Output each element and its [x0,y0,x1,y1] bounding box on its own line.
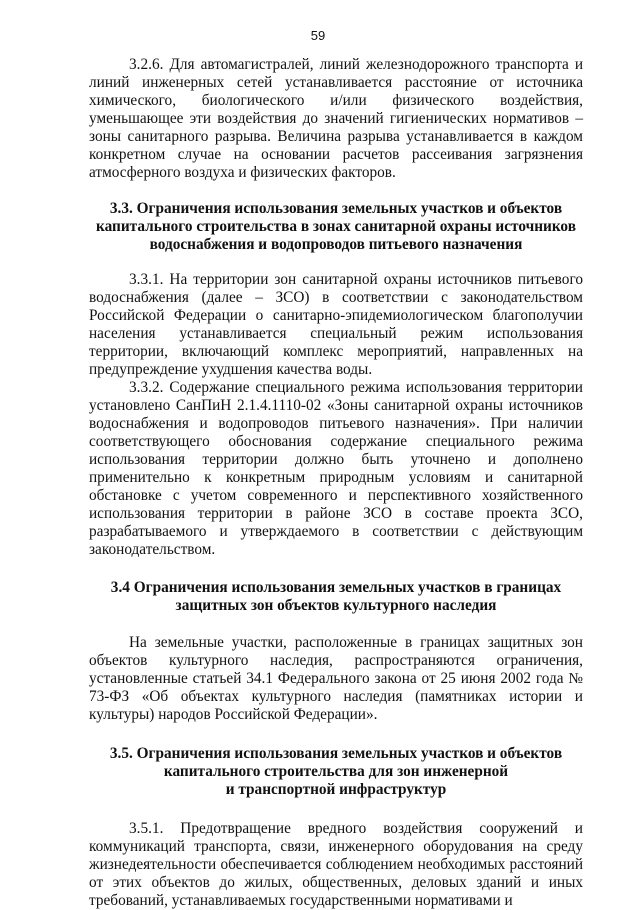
page-number: 59 [310,28,326,43]
section-3-3-heading-line2: капитального строительства в зонах санитарной охраны источников [96,218,576,235]
section-3-4-heading-line1: 3.4 Ограничения использования земельных участков в границах [110,579,562,596]
section-3-5-heading-line2: капитального строительства для зон инженерной [163,763,509,780]
section-3-3-heading-line3: водоснабжения и водопроводов питьевого назначения [149,236,523,253]
section-3-4-heading-line2: защитных зон объектов культурного наследия [175,597,497,614]
section-3-4-heading [89,579,583,615]
paragraph-3-3-2: 3.3.2. Содержание специального режима использования территории установлено СанПиН 2.1.4.1110-02 «Зоны санитарной охраны источников водоснабжения и водопроводов питьевого назначения». При наличии соответствующего обоснования содержание специального режима использования территории должно быть уточнено и дополнено применительно к конкретным природным условиям и санитарной обстановке с учетом современного и перспективного хозяйственного использования территории в районе ЗСО в составе проекта ЗСО, разрабатываемого и утверждаемого в соответствии с действующим законодательством. [89,379,583,558]
paragraph-3-3-1: 3.3.1. На территории зон санитарной охраны источников питьевого водоснабжения (далее – ЗСО) в соответствии с законодательством Российской Федерации о санитарно-эпидемиологическом благополучии населения устанавливается специальный режим использования территории, включающий комплекс мероприятий, направленных на предупреждение ухудшения качества воды. [89,271,583,378]
paragraph-3-5-1: 3.5.1. Предотвращение вредного воздействия сооружений и коммуникаций транспорта, связи, инженерного оборудования на среду жизнедеятельности обеспечивается соблюдением необходимых расстояний от этих объектов до жилых, общественных, деловых зданий и иных требований, устанавливаемых государственными нормативами и [89,820,583,909]
paragraph-3-2-6: 3.2.6. Для автомагистралей, линий железнодорожного транспорта и линий инженерных сетей устанавливается расстояние от источника химического, биологического и/или физического воздействия, уменьшающее эти воздействия до значений гигиенических нормативов – зоны санитарного разрыва. Величина разрыва устанавливается в каждом конкретном случае на основании расчетов рассеивания загрязнения атмосферного воздуха и физических факторов. [89,56,583,181]
section-3-5-heading-line1: 3.5. Ограничения использования земельных участков и объектов [109,745,563,762]
section-3-5-heading-line3: и транспортной инфраструктур [225,781,447,798]
section-3-5-heading [89,745,583,799]
paragraph-3-4: На земельные участки, расположенные в границах защитных зон объектов культурного наследия, распространяются ограничения, установленные статьей 34.1 Федерального закона от 25 июня 2002 года № 73-ФЗ «Об объектах культурного наследия (памятниках истории и культуры) народов Российской Федерации». [89,634,583,723]
section-3-3-heading-line1: 3.3. Ограничения использования земельных участков и объектов [109,200,563,217]
section-3-3-heading [89,200,583,254]
page-content [89,56,583,910]
